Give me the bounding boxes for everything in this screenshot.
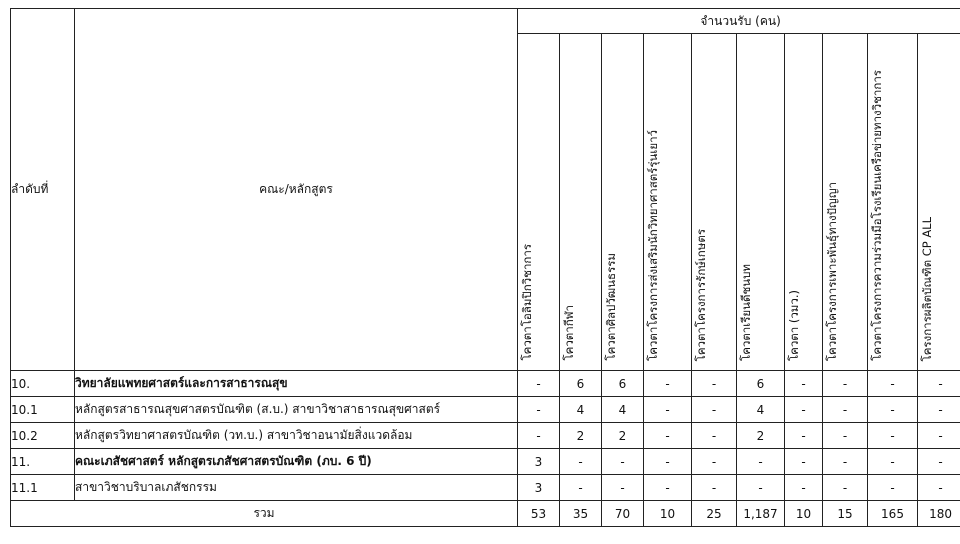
- total-cell: 180: [918, 501, 960, 527]
- column-header: โควตาโครงการเพาะพันธุ์ทางปัญญา: [823, 34, 868, 371]
- total-cell: 53: [518, 501, 560, 527]
- cell: 2: [602, 423, 644, 449]
- cell: -: [918, 423, 960, 449]
- row-seq: 11.1: [11, 475, 75, 501]
- header-seq: ลำดับที่: [11, 9, 75, 371]
- cell: -: [823, 449, 868, 475]
- cell: -: [644, 449, 692, 475]
- cell: 2: [737, 423, 785, 449]
- row-seq: 10.1: [11, 397, 75, 423]
- cell: -: [560, 475, 602, 501]
- total-cell: 10: [785, 501, 823, 527]
- column-header: โควตาศิลปวัฒนธรรม: [602, 34, 644, 371]
- column-header: โควตาเรียนดีชนบท: [737, 34, 785, 371]
- cell: -: [823, 397, 868, 423]
- header-group: จำนวนรับ (คน): [518, 9, 960, 34]
- cell: -: [785, 475, 823, 501]
- cell: -: [918, 397, 960, 423]
- total-cell: 1,187: [737, 501, 785, 527]
- cell: 4: [602, 397, 644, 423]
- cell: -: [644, 371, 692, 397]
- cell: -: [785, 397, 823, 423]
- total-row: [11, 501, 960, 527]
- total-cell: 70: [602, 501, 644, 527]
- cell: -: [823, 475, 868, 501]
- total-cell: 15: [823, 501, 868, 527]
- column-header: โควตา (วมว.): [785, 34, 823, 371]
- cell: -: [868, 397, 918, 423]
- table-row: [11, 371, 960, 397]
- cell: -: [918, 449, 960, 475]
- row-seq: 10.2: [11, 423, 75, 449]
- cell: -: [785, 423, 823, 449]
- cell: -: [785, 371, 823, 397]
- cell: 4: [737, 397, 785, 423]
- cell: -: [868, 475, 918, 501]
- cell: 4: [560, 397, 602, 423]
- row-program: คณะเภสัชศาสตร์ หลักสูตรเภสัชศาสตรบัณฑิต (ภบ. 6 ปี): [75, 449, 518, 475]
- cell: 3: [518, 449, 560, 475]
- cell: -: [602, 449, 644, 475]
- quota-table: [10, 8, 960, 527]
- cell: -: [602, 475, 644, 501]
- cell: -: [692, 397, 737, 423]
- row-seq: 11.: [11, 449, 75, 475]
- table-row: [11, 397, 960, 423]
- row-program: หลักสูตรสาธารณสุขศาสตรบัณฑิต (ส.บ.) สาขาวิชาสาธารณสุขศาสตร์: [75, 397, 518, 423]
- cell: -: [737, 475, 785, 501]
- table-row: [11, 475, 960, 501]
- cell: -: [868, 371, 918, 397]
- cell: -: [644, 423, 692, 449]
- column-header: โควตากีฬา: [560, 34, 602, 371]
- column-header: โควตาโครงการความร่วมมือโรงเรียนเครือข่ายทางวิชาการ: [868, 34, 918, 371]
- column-header: โควตาโอลิมปิกวิชาการ: [518, 34, 560, 371]
- cell: -: [918, 371, 960, 397]
- cell: 2: [560, 423, 602, 449]
- column-header: โควตาโครงการรักษ์เกษตร: [692, 34, 737, 371]
- cell: -: [644, 397, 692, 423]
- table-row: [11, 423, 960, 449]
- cell: -: [918, 475, 960, 501]
- total-cell: 35: [560, 501, 602, 527]
- cell: -: [644, 475, 692, 501]
- header-program: คณะ/หลักสูตร: [75, 9, 518, 371]
- cell: -: [518, 397, 560, 423]
- cell: -: [560, 449, 602, 475]
- cell: -: [692, 475, 737, 501]
- cell: -: [518, 423, 560, 449]
- total-cell: 25: [692, 501, 737, 527]
- cell: 6: [560, 371, 602, 397]
- cell: -: [823, 371, 868, 397]
- cell: -: [692, 423, 737, 449]
- row-program: สาขาวิชาบริบาลเภสัชกรรม: [75, 475, 518, 501]
- cell: 3: [518, 475, 560, 501]
- cell: 6: [737, 371, 785, 397]
- total-cell: 165: [868, 501, 918, 527]
- cell: 6: [602, 371, 644, 397]
- cell: -: [785, 449, 823, 475]
- row-program: หลักสูตรวิทยาศาสตรบัณฑิต (วท.บ.) สาขาวิชาอนามัยสิ่งแวดล้อม: [75, 423, 518, 449]
- cell: -: [868, 423, 918, 449]
- cell: -: [692, 449, 737, 475]
- row-program: วิทยาลัยแพทยศาสตร์และการสาธารณสุข: [75, 371, 518, 397]
- cell: -: [737, 449, 785, 475]
- cell: -: [823, 423, 868, 449]
- table-row: [11, 449, 960, 475]
- cell: -: [868, 449, 918, 475]
- column-header: โควตาโครงการส่งเสริมนักวิทยาศาสตร์รุ่นเยาว์: [644, 34, 692, 371]
- total-label: รวม: [11, 501, 518, 527]
- column-header: โครงการผลิตบัณฑิต CP ALL: [918, 34, 960, 371]
- cell: -: [518, 371, 560, 397]
- total-cell: 10: [644, 501, 692, 527]
- cell: -: [692, 371, 737, 397]
- row-seq: 10.: [11, 371, 75, 397]
